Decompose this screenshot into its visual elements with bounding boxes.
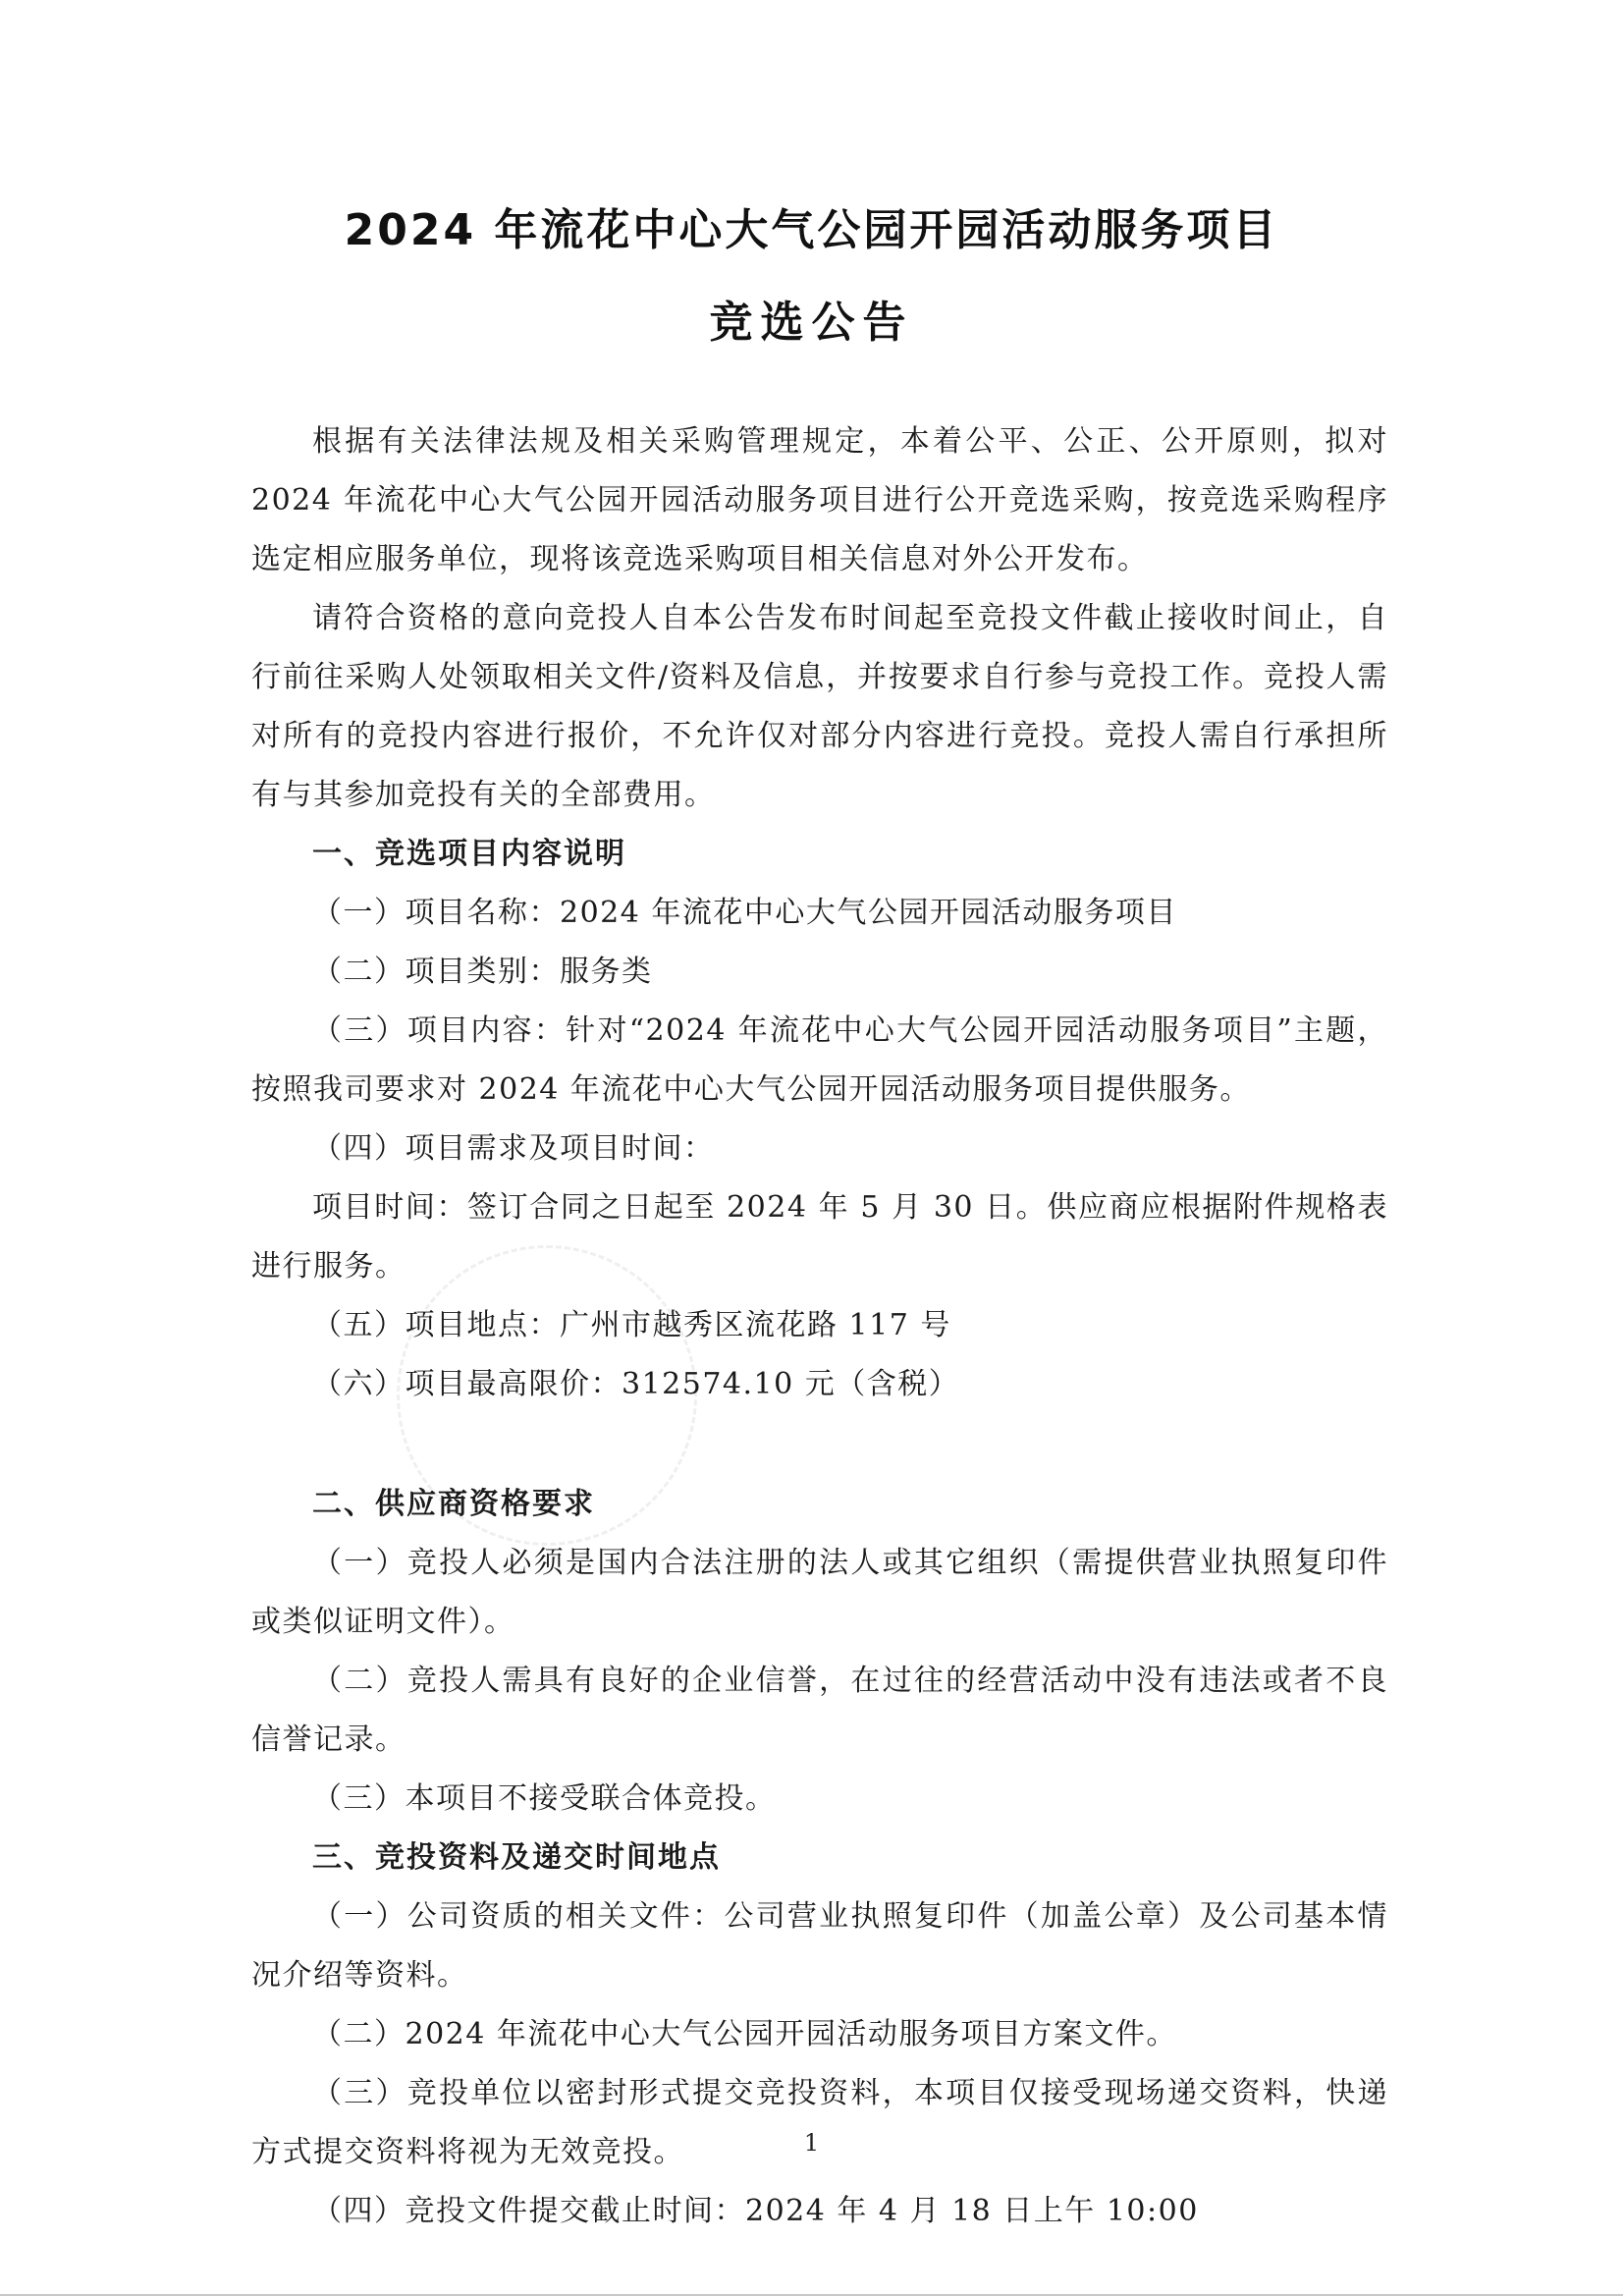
section-3-item-3: （三）竞投单位以密封形式提交竞投资料，本项目仅接受现场递交资料，快递方式提交资料将视为无效竞投。 bbox=[251, 2076, 1388, 2169]
section-2-item-2: （二）竞投人需具有良好的企业信誉，在过往的经营活动中没有违法或者不良信誉记录。 bbox=[251, 1664, 1388, 1757]
section-2-item-1: （一）竞投人必须是国内合法注册的法人或其它组织（需提供营业执照复印件或类似证明文件）。 bbox=[251, 1546, 1388, 1639]
section-1-item-7: （六）项目最高限价：312574.10 元（含税） bbox=[312, 1367, 960, 1401]
section-1-item-2: （二）项目类别：服务类 bbox=[312, 955, 653, 989]
section-2-heading: 二、供应商资格要求 bbox=[312, 1487, 595, 1521]
section-3-item-1: （一）公司资质的相关文件：公司营业执照复印件（加盖公章）及公司基本情况介绍等资料。 bbox=[251, 1899, 1388, 1993]
intro-paragraph-2: 请符合资格的意向竞投人自本公告发布时间起至竞投文件截止接收时间止，自行前往采购人处领取相关文件/资料及信息，并按要求自行参与竞投工作。竞投人需对所有的竞投内容进行报价，不允许仅对部分内容进行竞投。竞投人需自行承担所有与其参加竞投有关的全部费用。 bbox=[251, 601, 1388, 812]
section-1-item-5: 项目时间：签订合同之日起至 2024 年 5 月 30 日。供应商应根据附件规格表进行服务。 bbox=[251, 1190, 1388, 1284]
section-2-item-3: （三）本项目不接受联合体竞投。 bbox=[312, 1781, 777, 1816]
document-body bbox=[251, 412, 1388, 2241]
section-3-item-2: （二）2024 年流花中心大气公园开园活动服务项目方案文件。 bbox=[312, 2017, 1177, 2051]
section-1-item-3: （三）项目内容：针对“2024 年流花中心大气公园开园活动服务项目”主题，按照我司要求对 2024 年流花中心大气公园开园活动服务项目提供服务。 bbox=[251, 1013, 1388, 1107]
section-1-item-4: （四）项目需求及项目时间： bbox=[312, 1131, 715, 1166]
section-1-item-1: （一）项目名称：2024 年流花中心大气公园开园活动服务项目 bbox=[312, 896, 1177, 930]
section-3-heading: 三、竞投资料及递交时间地点 bbox=[312, 1840, 721, 1875]
page-number: 1 bbox=[803, 2129, 820, 2157]
section-3-item-4: （四）竞投文件提交截止时间：2024 年 4 月 18 日上午 10:00 bbox=[312, 2194, 1199, 2228]
document-subtitle: 竞选公告 bbox=[709, 298, 914, 348]
section-1-item-6: （五）项目地点：广州市越秀区流花路 117 号 bbox=[312, 1308, 951, 1342]
intro-paragraph-1: 根据有关法律法规及相关采购管理规定，本着公平、公正、公开原则，拟对2024 年流花中心大气公园开园活动服务项目进行公开竞选采购，按竞选采购程序选定相应服务单位，现将该竞选采购项目相关信息对外公开发布。 bbox=[251, 424, 1388, 576]
document-title: 2024 年流花中心大气公园开园活动服务项目 bbox=[344, 205, 1279, 255]
section-1-heading: 一、竞选项目内容说明 bbox=[312, 837, 626, 871]
section-gap bbox=[251, 1414, 1388, 1475]
